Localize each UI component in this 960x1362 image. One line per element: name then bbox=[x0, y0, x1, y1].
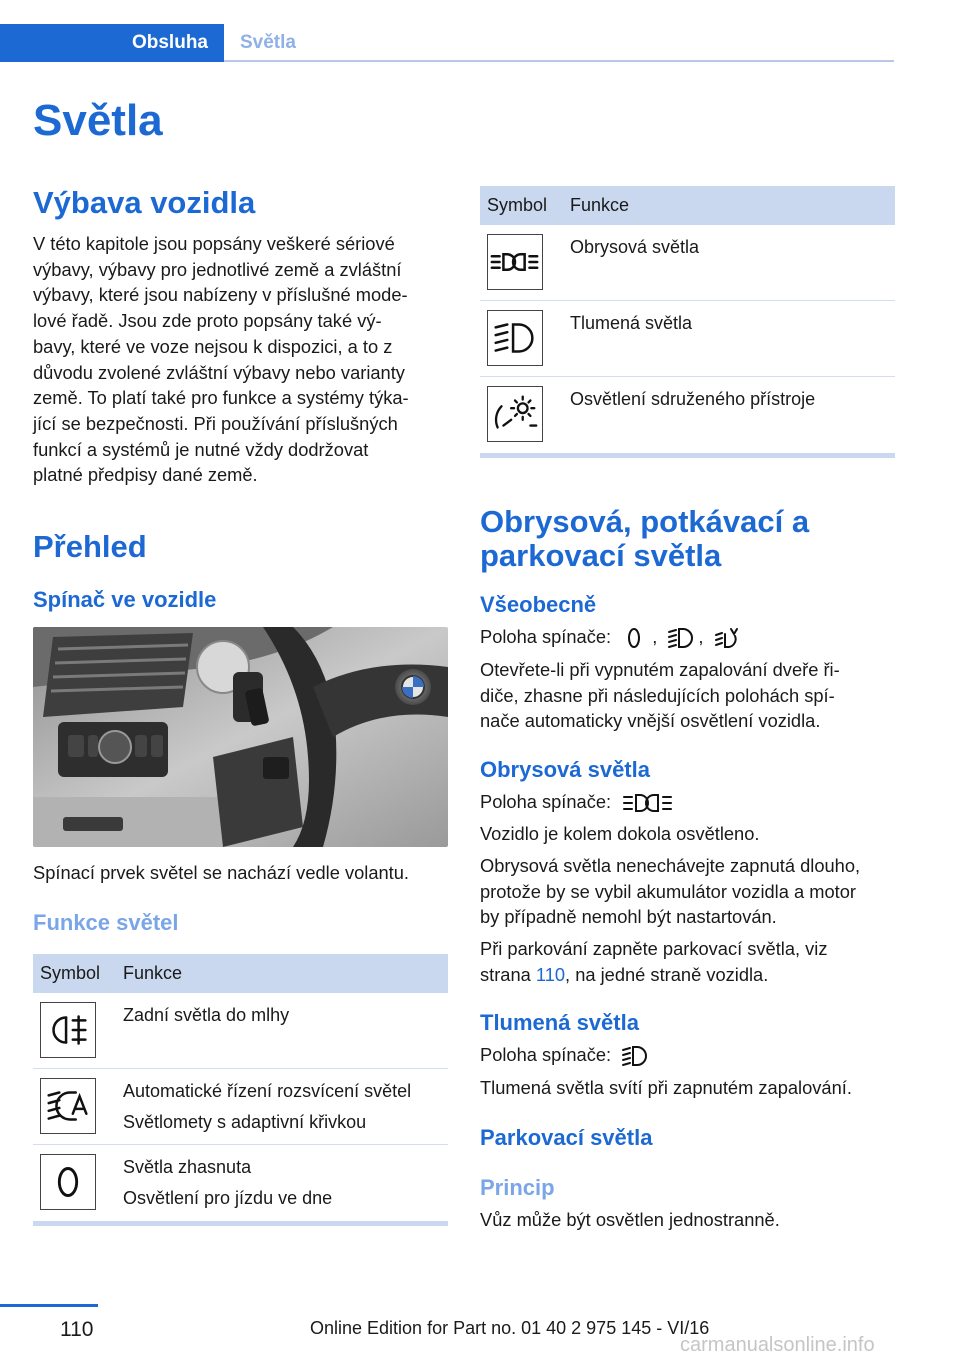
switch-caption: Spínací prvek světel se nachází vedle volantu. bbox=[33, 862, 409, 883]
parking-line1: Vozidlo je kolem dokola osvětleno. bbox=[480, 823, 760, 844]
low-beam-icon bbox=[487, 310, 543, 366]
rear-fog-light-icon bbox=[40, 1002, 96, 1058]
general-text: Otevřete-li při vypnutém zapalování dveře ři‐ diče, zhasne při následujících polohách spí‐ nače automaticky vnější osvětlení vozidla. bbox=[480, 659, 840, 732]
parking-warning: Obrysová světla nenechávejte zapnutá dlouho, protože by se vybil akumulátor vozidla a motor by případně nemohl být nastartován. bbox=[480, 855, 861, 928]
light-switch-photo bbox=[33, 627, 448, 847]
lowbeam-line1: Tlumená světla svítí při zapnutém zapalování. bbox=[480, 1077, 852, 1098]
low-beam-icon bbox=[620, 1044, 648, 1068]
page-link-110[interactable]: 110 bbox=[535, 963, 566, 985]
table-row bbox=[480, 377, 895, 453]
table-footer-bar bbox=[480, 453, 895, 458]
low-beam-icon bbox=[666, 626, 694, 650]
principle-line1: Vůz může být osvětlen jednostranně. bbox=[480, 1209, 780, 1230]
tab-obsluha[interactable]: Obsluha bbox=[0, 24, 224, 62]
lowbeam-switch-position: Poloha spínače: bbox=[480, 1042, 652, 1068]
parking-lights-icon bbox=[620, 791, 676, 815]
row-text: Osvětlení sdruženého přístroje bbox=[570, 389, 816, 409]
instrument-lighting-icon bbox=[487, 386, 543, 442]
parking-reference: Při parkování zapněte parkovací světla, viz strana 110, na jedné straně vozidla. bbox=[480, 938, 828, 985]
table-header bbox=[33, 954, 448, 993]
general-switch-position: Poloha spínače: , , bbox=[480, 624, 745, 650]
lights-section-heading: Obrysová, potkávací a parkovací světla bbox=[480, 504, 810, 573]
row-text: Automatické řízení rozsvícení světel Světlomety s adaptivní křivkou bbox=[123, 1081, 412, 1132]
lights-off-icon bbox=[40, 1154, 96, 1210]
page-number: 110 bbox=[60, 1318, 94, 1341]
equipment-text: V této kapitole jsou popsány veškeré sériové výbavy, výbavy pro jednotlivé země a zvláštní výbavy, které jsou nabízeny v příslušné mode‐ lové řadě. Jsou zde proto popsány také vý‐ bavy, které ve voze nejsou k dispozici, a to z důvodu zvolené zvláštní výbavy nebo varianty země. To platí také pro funkce a systémy týka‐ jící se bezpečnosti. Při používání příslušných funkcí a systémů je nutné vždy dodržovat platné předpisy dané země. bbox=[33, 233, 409, 486]
principle-heading: Princip bbox=[480, 1175, 555, 1200]
table-row bbox=[33, 1145, 448, 1221]
col-function: Funkce bbox=[123, 963, 183, 983]
table-row bbox=[480, 301, 895, 377]
parking-lights-icon bbox=[487, 234, 543, 290]
equipment-heading: Výbava vozidla bbox=[33, 185, 256, 220]
row-text: Zadní světla do mlhy bbox=[123, 1005, 290, 1025]
watermark: carmanualsonline.info bbox=[680, 1334, 875, 1356]
row-text: Světla zhasnuta Osvětlení pro jízdu ve dne bbox=[123, 1157, 333, 1208]
overview-heading: Přehled bbox=[33, 529, 147, 564]
functions-table-left bbox=[33, 954, 448, 1221]
row-text: Obrysová světla bbox=[570, 237, 700, 257]
table-row bbox=[33, 993, 448, 1069]
tab-svetla[interactable]: Světla bbox=[240, 32, 296, 53]
table-header bbox=[480, 186, 895, 225]
auto-headlight-icon bbox=[40, 1078, 96, 1134]
lights-off-icon bbox=[620, 626, 648, 650]
functions-heading: Funkce světel bbox=[33, 910, 179, 935]
parkinglights-heading: Parkovací světla bbox=[480, 1125, 653, 1150]
auto-light-icon bbox=[713, 626, 741, 650]
table-row bbox=[480, 225, 895, 301]
parking-switch-position: Poloha spínače: bbox=[480, 789, 680, 815]
page-title: Světla bbox=[33, 96, 163, 145]
general-heading: Všeobecně bbox=[480, 592, 597, 617]
page-number-rule bbox=[0, 1304, 98, 1307]
header-bar bbox=[0, 24, 894, 62]
parking-lights-heading: Obrysová světla bbox=[480, 757, 650, 782]
row-text: Tlumená světla bbox=[570, 313, 693, 333]
edition-footer: Online Edition for Part no. 01 40 2 975 145 - VI/16 bbox=[310, 1318, 710, 1338]
table-footer-bar bbox=[33, 1221, 448, 1226]
lowbeam-heading: Tlumená světla bbox=[480, 1010, 639, 1035]
switch-subheading: Spínač ve vozidle bbox=[33, 587, 217, 612]
col-symbol: Symbol bbox=[487, 195, 548, 215]
functions-table-right bbox=[480, 186, 895, 453]
col-function: Funkce bbox=[570, 195, 630, 215]
col-symbol: Symbol bbox=[40, 963, 101, 983]
table-row bbox=[33, 1069, 448, 1145]
